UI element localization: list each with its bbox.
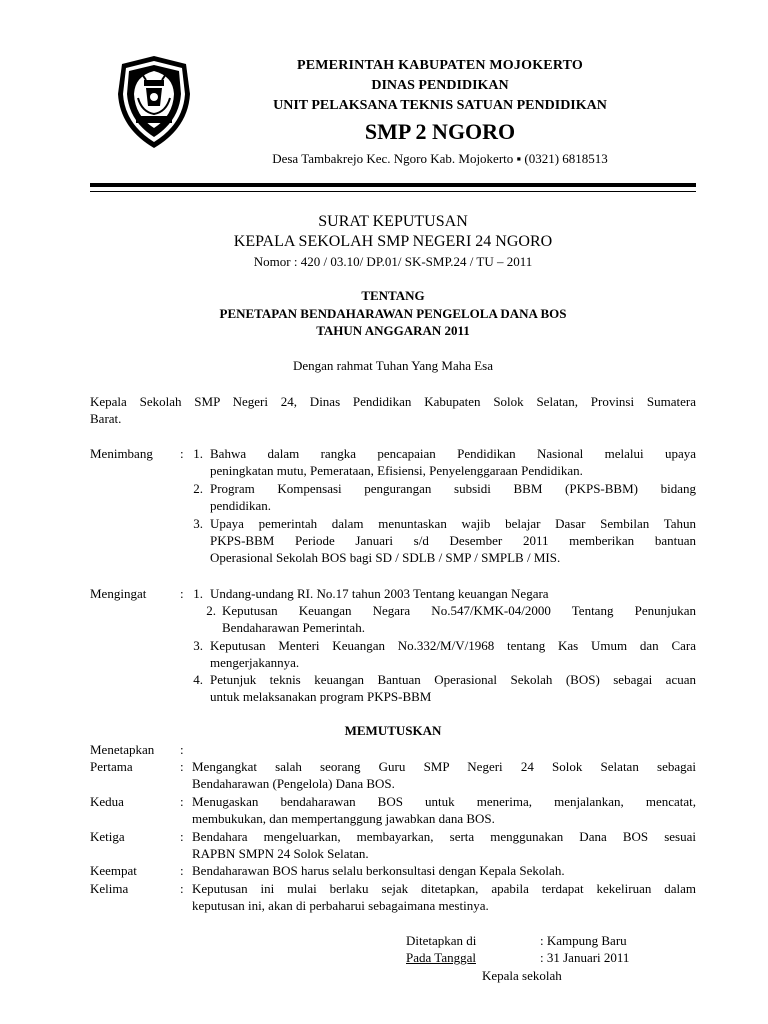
item-line: Petunjuk teknis keuangan Bantuan Operasional Sekolah (BOS) sebagai acuan	[210, 672, 696, 687]
menetapkan-label: Menetapkan	[90, 742, 155, 757]
item-line: Program Kompensasi pengurangan subsidi BBM (PKPS-BBM) bidang	[210, 481, 696, 496]
item-line: Bahwa dalam rangka pencapaian Pendidikan Nasional melalui upaya	[210, 446, 696, 461]
document-title: SURAT KEPUTUSAN	[318, 213, 468, 230]
menimbang-number: 2.	[193, 481, 203, 496]
kedua-text	[192, 793, 696, 827]
item-line: Keputusan ini mulai berlaku sejak ditetapkan, apabila terdapat kekeliruan dalam	[192, 881, 696, 896]
item-line: peningkatan mutu, Pemerataan, Efisiensi, Penyelenggaraan Pendidikan.	[210, 463, 583, 478]
item-line: PKPS-BBM Periode Januari s/d Desember 2011 memberikan bantuan	[210, 533, 696, 548]
mengingat-number: 4.	[193, 672, 203, 687]
item-line: Bendaharawan Pemerintah.	[222, 620, 365, 635]
mengingat-item	[210, 637, 696, 671]
item-line: mengerjakannya.	[210, 655, 300, 670]
mengingat-number: 2.	[206, 603, 216, 618]
pertama-text	[192, 758, 696, 792]
intro-line: Barat.	[90, 411, 122, 426]
item-line: Upaya pemerintah dalam menuntaskan wajib belajar Dasar Sembilan Tahun	[210, 516, 696, 531]
menimbang-colon: :	[180, 446, 184, 461]
menimbang-item	[210, 445, 696, 479]
subject-line-1: PENETAPAN BENDAHARAWAN PENGELOLA DANA BOS	[219, 306, 567, 321]
kedua-colon: :	[180, 794, 184, 809]
item-line: keputusan ini, akan di perbaharui sebagaimana mestinya.	[192, 898, 489, 913]
item-line: RAPBN SMPN 24 Solok Selatan.	[192, 846, 369, 861]
tentang-heading: TENTANG	[361, 288, 425, 303]
kelima-text	[192, 880, 696, 914]
kelima-colon: :	[180, 881, 184, 896]
ditetapkan-value: : Kampung Baru	[540, 933, 627, 948]
keempat-colon: :	[180, 863, 184, 878]
item-line: Mengangkat salah seorang Guru SMP Negeri 24 Solok Selatan sebagai	[192, 759, 696, 774]
ketiga-label: Ketiga	[90, 829, 125, 844]
letterhead-department: DINAS PENDIDIKAN	[371, 78, 509, 93]
keempat-label: Keempat	[90, 863, 137, 878]
invocation: Dengan rahmat Tuhan Yang Maha Esa	[292, 358, 494, 373]
tanggal-label: Pada Tanggal	[406, 950, 476, 965]
item-line: Operasional Sekolah BOS bagi SD / SDLB / SMP / SMPLB / MIS.	[210, 550, 561, 565]
mengingat-item: Undang-undang RI. No.17 tahun 2003 Tentang keuangan Negara	[210, 586, 549, 601]
menimbang-item	[210, 480, 696, 514]
regency-crest-icon	[116, 54, 192, 150]
ketiga-colon: :	[180, 829, 184, 844]
menimbang-label: Menimbang	[90, 446, 153, 461]
letterhead-divider-thick	[90, 183, 696, 187]
memutuskan-heading: MEMUTUSKAN	[344, 723, 442, 738]
intro-paragraph	[90, 393, 696, 427]
intro-line: Kepala Sekolah SMP Negeri 24, Dinas Pendidikan Kabupaten Solok Selatan, Provinsi Sumatera	[90, 394, 696, 409]
mengingat-colon: :	[180, 586, 184, 601]
kedua-label: Kedua	[90, 794, 124, 809]
mengingat-item	[210, 671, 696, 705]
mengingat-item	[222, 602, 696, 636]
item-line: untuk melaksanakan program PKPS-BBM	[210, 689, 432, 704]
mengingat-number: 3.	[193, 638, 203, 653]
pertama-colon: :	[180, 759, 184, 774]
item-line: Bendaharawan (Pengelola) Dana BOS.	[192, 776, 395, 791]
letterhead-address: Desa Tambakrejo Kec. Ngoro Kab. Mojokerto ▪ (0321) 6818513	[272, 151, 608, 166]
letterhead-government: PEMERINTAH KABUPATEN MOJOKERTO	[296, 58, 584, 73]
ditetapkan-label: Ditetapkan di	[406, 933, 477, 948]
letterhead-school-name: SMP 2 NGORO	[364, 119, 516, 144]
subject-line-2: TAHUN ANGGARAN 2011	[316, 323, 470, 338]
kelima-label: Kelima	[90, 881, 129, 896]
document-subtitle: KEPALA SEKOLAH SMP NEGERI 24 NGORO	[233, 233, 553, 250]
pertama-label: Pertama	[90, 759, 133, 774]
item-line: Menugaskan bendaharawan BOS untuk menerima, menjalankan, mencatat,	[192, 794, 696, 809]
menimbang-number: 3.	[193, 516, 203, 531]
item-line: pendidikan.	[210, 498, 272, 513]
letterhead	[200, 56, 680, 169]
menimbang-item	[210, 515, 696, 566]
signatory-title: Kepala sekolah	[482, 968, 562, 983]
item-line: Keputusan Keuangan Negara No.547/KMK-04/2000 Tentang Penunjukan	[222, 603, 696, 618]
letterhead-unit: UNIT PELAKSANA TEKNIS SATUAN PENDIDIKAN	[273, 98, 607, 113]
item-line: Keputusan Menteri Keuangan No.332/M/V/1968 tentang Kas Umum dan Cara	[210, 638, 696, 653]
menimbang-number: 1.	[193, 446, 203, 461]
document-number: Nomor : 420 / 03.10/ DP.01/ SK-SMP.24 / TU – 2011	[253, 254, 533, 269]
ketiga-text	[192, 828, 696, 862]
menetapkan-colon: :	[180, 742, 184, 757]
item-line: membukukan, dan mempertanggung jawabkan dana BOS.	[192, 811, 495, 826]
keempat-text: Bendaharawan BOS harus selalu berkonsultasi dengan Kepala Sekolah.	[192, 863, 565, 878]
mengingat-label: Mengingat	[90, 586, 147, 601]
tanggal-value: : 31 Januari 2011	[540, 950, 630, 965]
letterhead-divider-thin	[90, 191, 696, 192]
tanggal-row	[406, 949, 646, 966]
item-line: Bendahara mengeluarkan, membayarkan, serta menggunakan Dana BOS sesuai	[192, 829, 696, 844]
mengingat-number: 1.	[193, 586, 203, 601]
